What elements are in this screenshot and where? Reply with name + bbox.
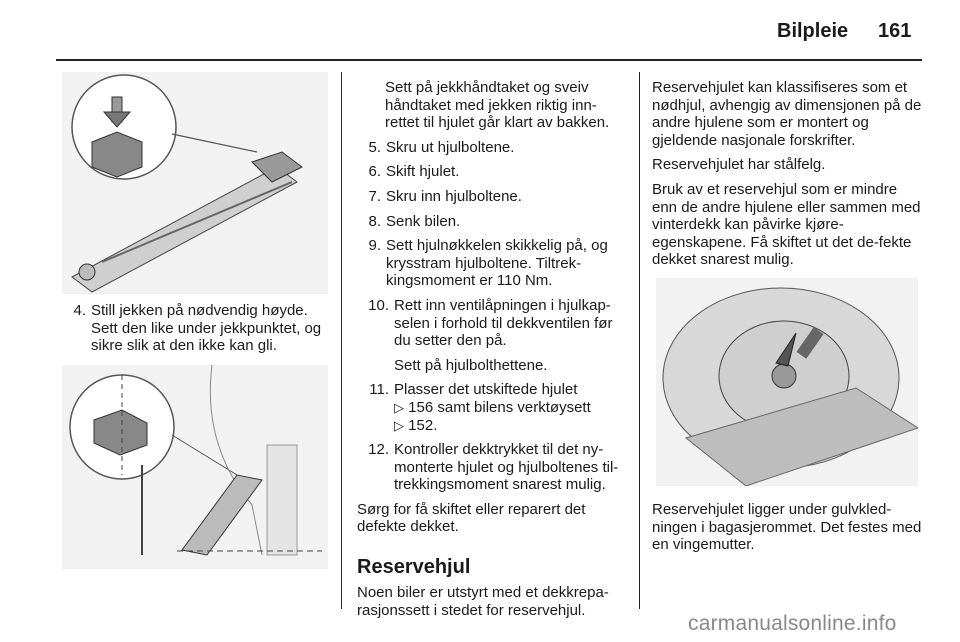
triangle-arrow-icon: ▷	[394, 417, 404, 433]
step-item: 11. Plasser det utskiftede hjulet ▷ 156 samt bilens verktøysett ▷ 152.	[369, 381, 591, 434]
spare-wheel-illustration	[656, 278, 918, 486]
column-divider-1	[341, 72, 342, 609]
step-10-note: Sett på hjulbolthettene.	[394, 356, 548, 374]
header-rule	[56, 59, 922, 61]
step-item: 6. Skift hjulet.	[368, 163, 460, 181]
chapter-title: Bilpleie	[777, 20, 849, 42]
column-2	[357, 79, 627, 626]
paragraph: Bruk av et reservehjul som er mindre enn de andre hjulene eller sammen med vinterdekk kan påvirke kjøre-egenskapene. Få skiftet ut det de-fekte dekket snarest mulig.	[652, 180, 921, 269]
paragraph: Reservehjulet har stålfelg.	[652, 156, 826, 174]
paragraph: Reservehjulet kan klassifiseres som et nødhjul, avhengig av dimensjonen på de andre hjulene som er montert og gjeldende nasjonale forskrifter.	[652, 79, 922, 149]
paragraph: Reservehjulet ligger under gulvkled-ningen i bagasjerommet. Det festes med en vingemutter.	[652, 501, 922, 554]
step-item: 5. Skru ut hjulboltene.	[368, 138, 515, 156]
jack-detail-figure	[62, 72, 328, 294]
step-item: 10. Rett inn ventilåpningen i hjulkap-selen i forhold til dekkventilen før du setter den på.	[368, 296, 613, 350]
page-link[interactable]: 156 samt bilens verktøysett	[408, 398, 591, 416]
page-number: 161	[878, 20, 912, 42]
step-item: 8. Senk bilen.	[368, 212, 461, 230]
jack-detail-illustration	[62, 72, 328, 294]
closing-note: Sørg for få skiftet eller reparert det defekte dekket.	[357, 500, 586, 536]
column-3	[652, 79, 924, 276]
step-item: 7. Skru inn hjulboltene.	[368, 187, 522, 205]
page-link[interactable]: 152.	[408, 416, 438, 434]
watermark: carmanualsonline.info	[688, 612, 897, 635]
step-4	[62, 302, 332, 362]
column-3-bottom	[652, 501, 924, 561]
step-item: 9. Sett hjulnøkkelen skikkelig på, og krysstram hjulboltene. Tiltrek-kingsmoment er 110 Nm.	[368, 237, 608, 290]
step-item: 12. Kontroller dekktrykket til det ny-monterte hjulet og hjulboltenes til-trekkingsmoment snarest mulig.	[368, 441, 619, 494]
column-divider-2	[639, 72, 640, 609]
step-4-continuation: Sett på jekkhåndtaket og sveiv håndtaket med jekken riktig inn-rettet til hjulet går klart av bakken.	[385, 79, 610, 132]
section-text: Noen biler er utstyrt med et dekkrepa-rasjonssett i stedet for reservehjul.	[357, 584, 609, 619]
step-text: Still jekken på nødvendig høyde. Sett den like under jekkpunktet, og sikre slik at den ikke kan gli.	[91, 302, 322, 355]
jack-placement-illustration	[62, 365, 328, 569]
section-heading: Reservehjul	[357, 556, 471, 579]
step-number: 4.	[73, 302, 86, 319]
spare-wheel-figure	[656, 278, 918, 486]
triangle-arrow-icon: ▷	[394, 399, 404, 415]
jack-placement-figure	[62, 365, 328, 569]
